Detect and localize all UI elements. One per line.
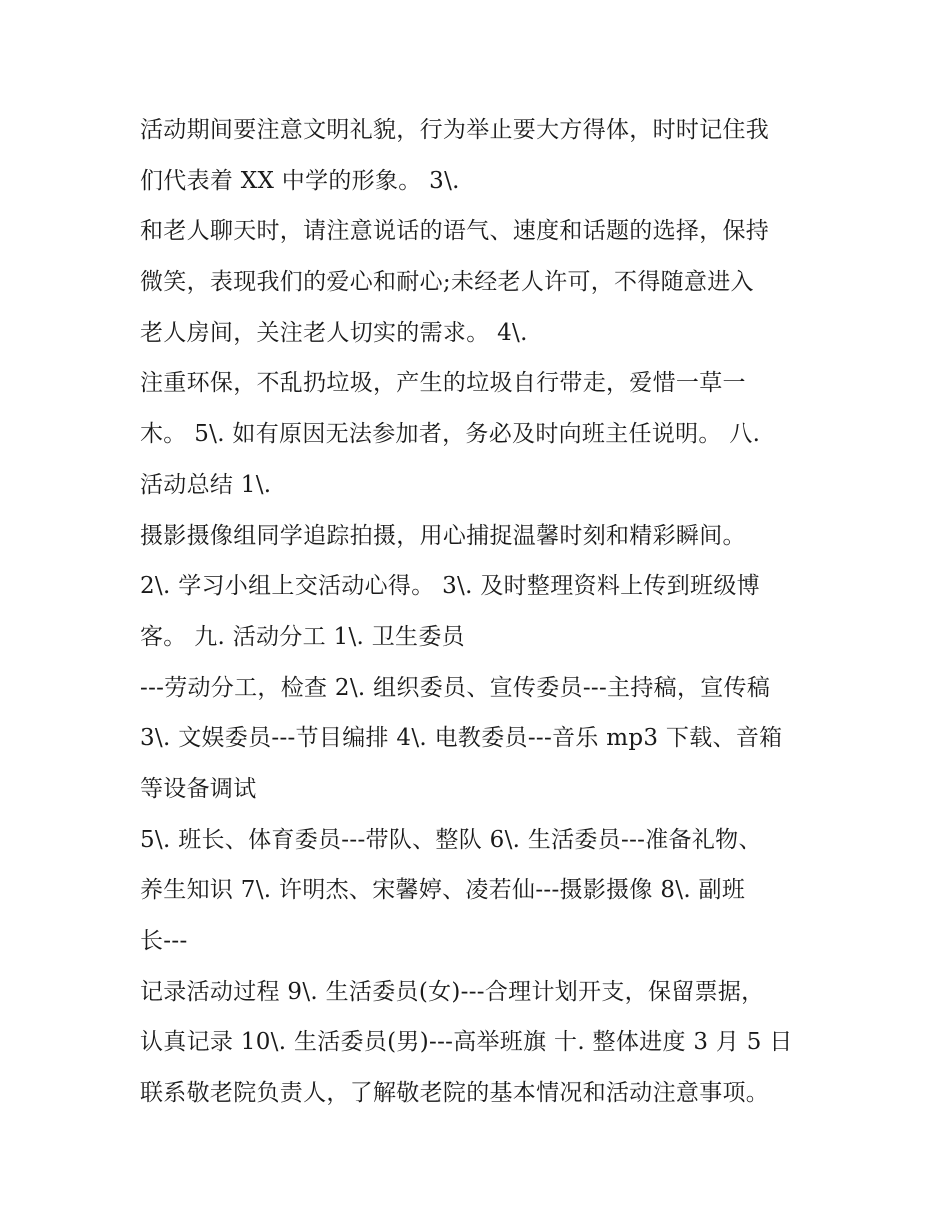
- text-line: ---劳动分工，检查 2\. 组织委员、宣传委员---主持稿，宣传稿: [140, 674, 771, 701]
- text-line: 木。 5\. 如有原因无法参加者，务必及时向班主任说明。 八.: [140, 421, 761, 448]
- text-line: 等设备调试: [140, 775, 257, 802]
- text-line: 联系敬老院负责人，了解敬老院的基本情况和活动注意事项。: [140, 1080, 770, 1107]
- text-line: 认真记录 10\. 生活委员(男)---高举班旗 十. 整体进度 3 月 5 日: [140, 1029, 793, 1056]
- text-line: 养生知识 7\. 许明杰、宋馨婷、凌若仙---摄影摄像 8\. 副班: [140, 877, 746, 904]
- text-line: 活动总结 1\.: [140, 471, 272, 498]
- text-line: 们代表着 XX 中学的形象。 3\.: [140, 167, 460, 194]
- text-line: 老人房间，关注老人切实的需求。 4\.: [140, 319, 528, 346]
- text-line: 客。 九. 活动分工 1\. 卫生委员: [140, 623, 465, 650]
- text-line: 和老人聊天时，请注意说话的语气、速度和话题的选择，保持: [140, 218, 770, 245]
- text-line: 2\. 学习小组上交活动心得。 3\. 及时整理资料上传到班级博: [140, 573, 760, 600]
- body-text: [140, 105, 840, 1119]
- text-line: 5\. 班长、体育委员---带队、整队 6\. 生活委员---准备礼物、: [140, 826, 762, 853]
- text-line: 摄影摄像组同学追踪拍摄，用心捕捉温馨时刻和精彩瞬间。: [140, 522, 746, 549]
- text-line: 注重环保，不乱扔垃圾，产生的垃圾自行带走，爱惜一草一: [140, 370, 746, 397]
- text-line: 活动期间要注意文明礼貌，行为举止要大方得体，时时记住我: [140, 117, 770, 143]
- text-line: 长---: [140, 928, 188, 954]
- text-line: 记录活动过程 9\. 生活委员(女)---合理计划开支，保留票据，: [140, 978, 765, 1005]
- text-line: 3\. 文娱委员---节目编排 4\. 电教委员---音乐 mp3 下载、音箱: [140, 725, 783, 752]
- text-line: 微笑，表现我们的爱心和耐心;未经老人许可，不得随意进入: [140, 269, 754, 296]
